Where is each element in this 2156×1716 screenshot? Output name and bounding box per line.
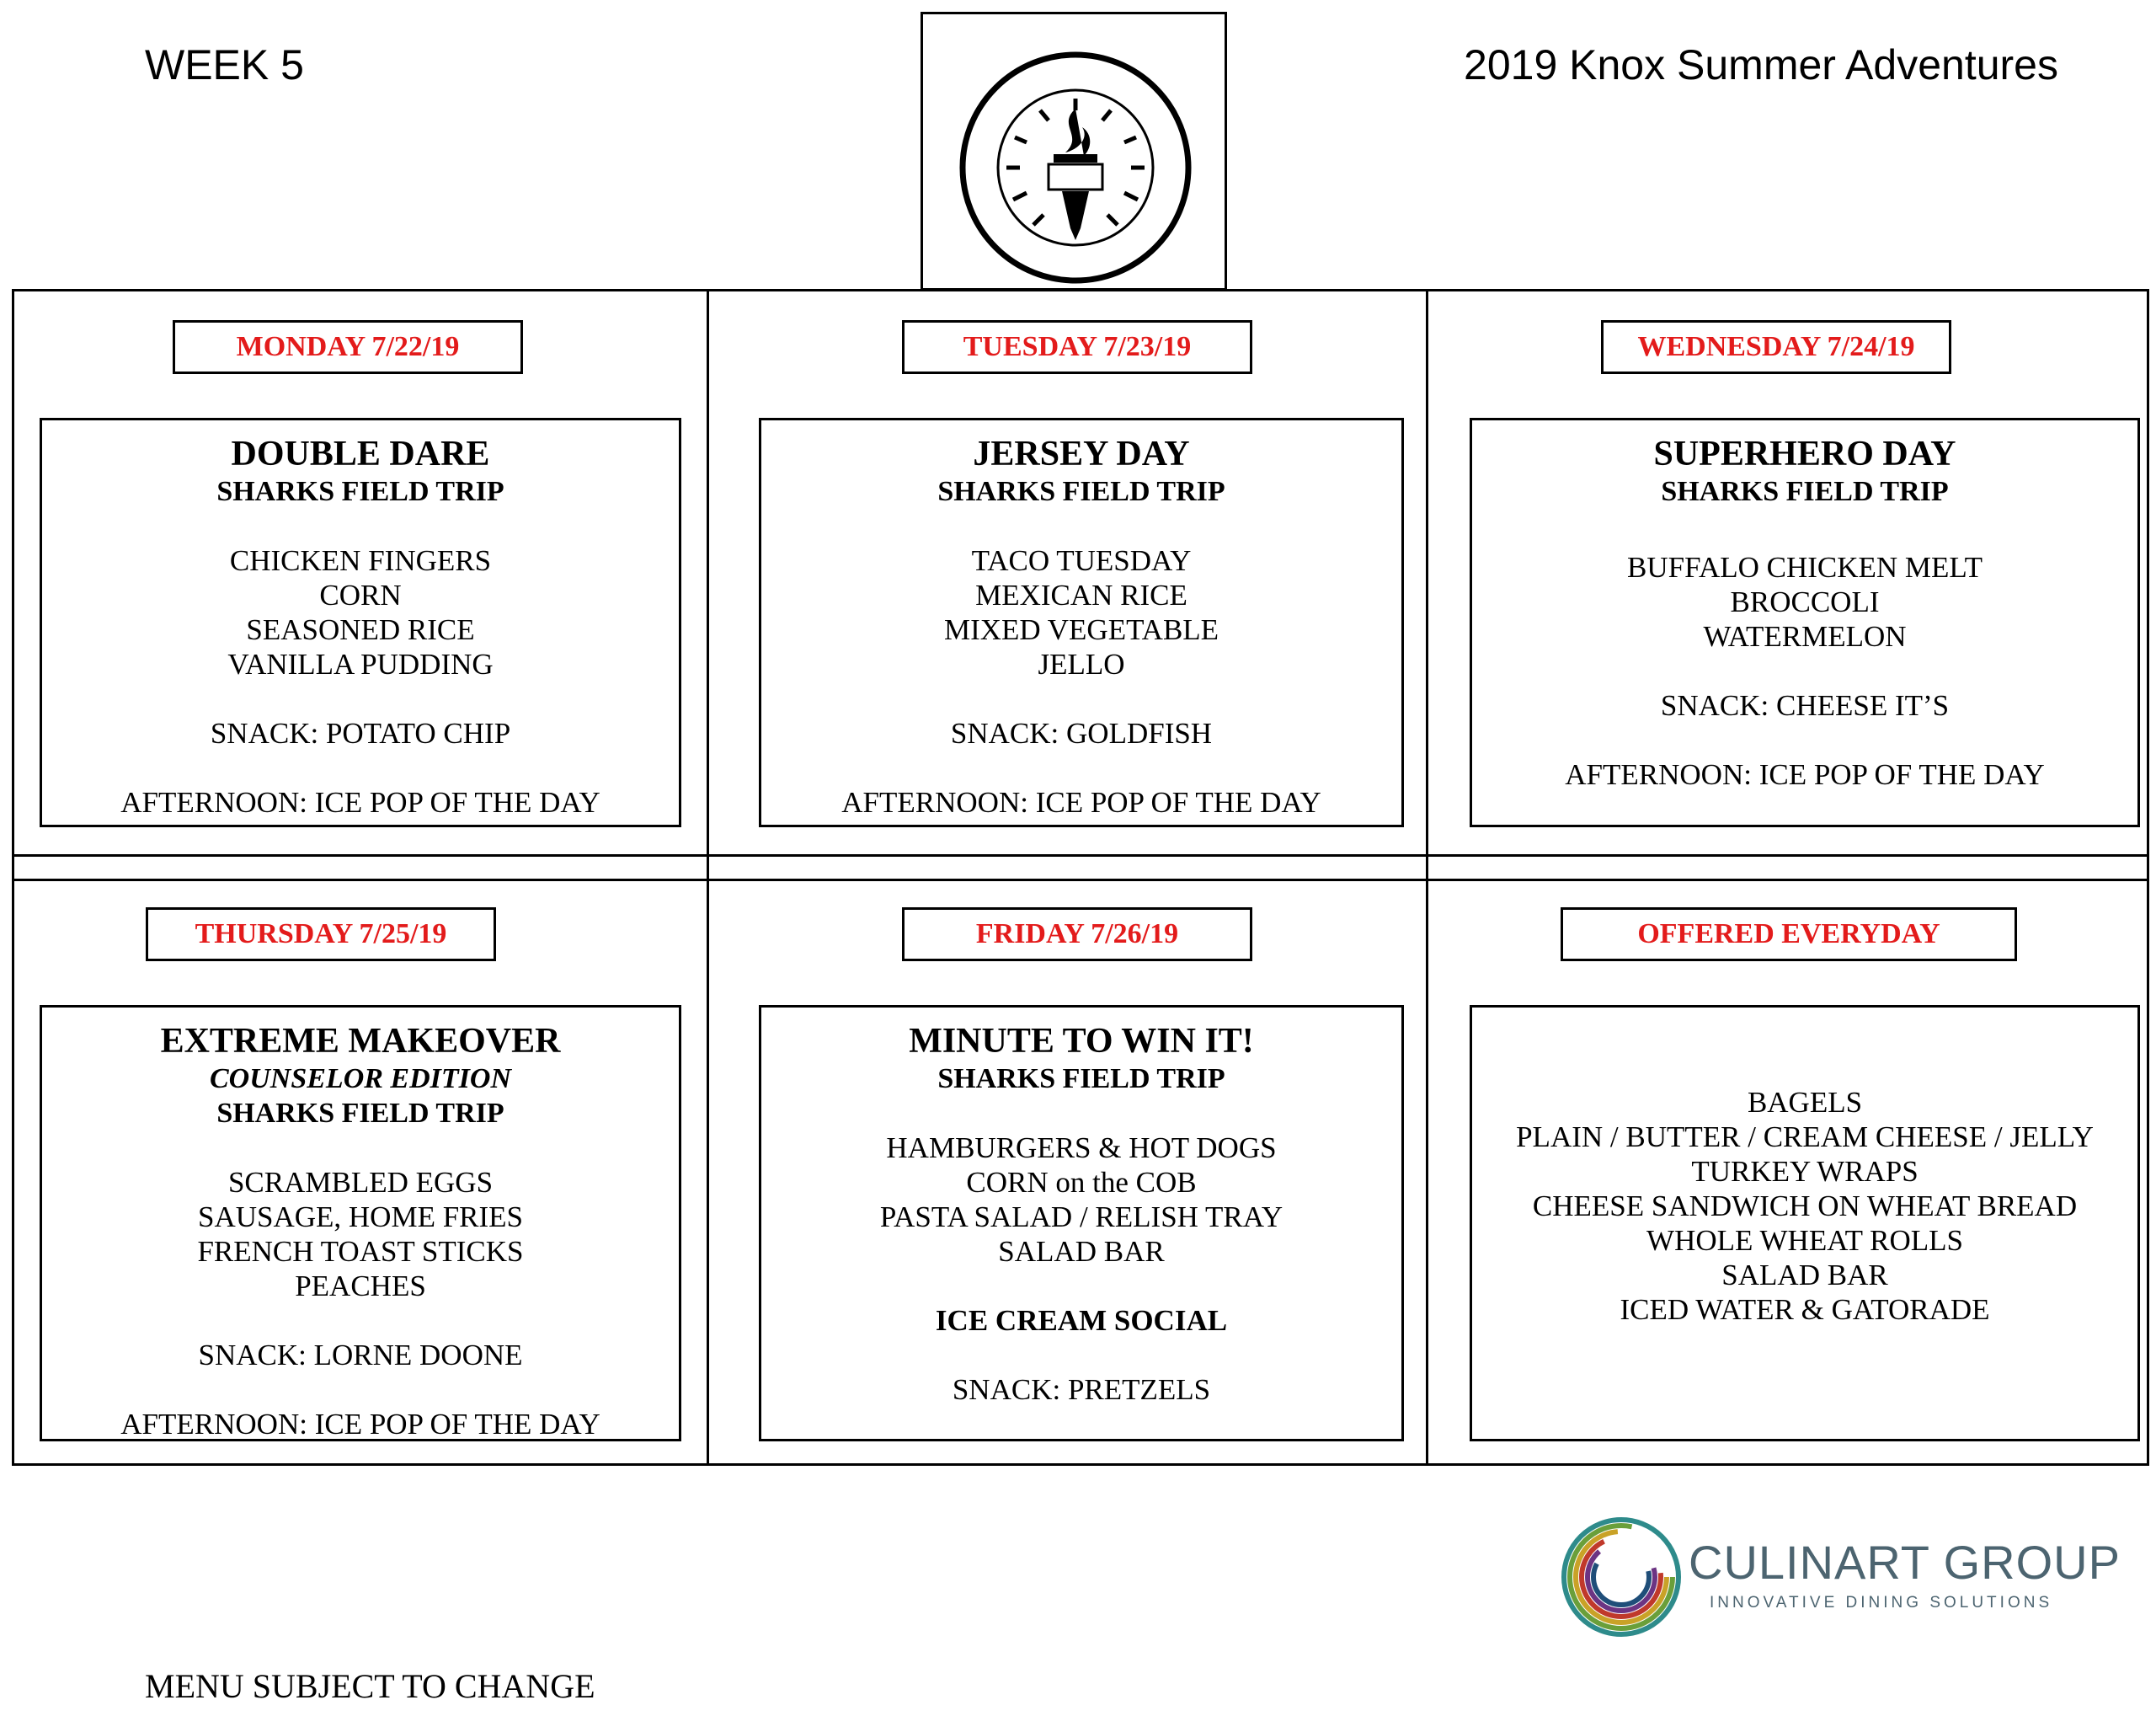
day-label: OFFERED EVERYDAY — [1561, 907, 2017, 961]
menu-item: TURKEY WRAPS — [1691, 1155, 1919, 1188]
menu-item: JELLO — [1038, 648, 1125, 681]
day-label: TUESDAY 7/23/19 — [902, 320, 1252, 374]
field-trip-note: SHARKS FIELD TRIP — [1661, 476, 1949, 507]
afternoon-treat: AFTERNOON: ICE POP OF THE DAY — [841, 786, 1321, 819]
friday-cell — [707, 879, 1426, 1466]
menu-item: ICED WATER & GATORADE — [1620, 1293, 1990, 1326]
theme-title: MINUTE TO WIN IT! — [909, 1022, 1254, 1061]
theme-title: SUPERHERO DAY — [1653, 435, 1956, 473]
special-event: ICE CREAM SOCIAL — [935, 1304, 1228, 1337]
theme-title: DOUBLE DARE — [231, 435, 490, 473]
menu-item: SALAD BAR — [998, 1235, 1165, 1268]
menu-box — [40, 1005, 681, 1441]
menu-box — [759, 418, 1404, 827]
day-label: WEDNESDAY 7/24/19 — [1601, 320, 1951, 374]
field-trip-note: SHARKS FIELD TRIP — [937, 476, 1225, 507]
field-trip-note: SHARKS FIELD TRIP — [216, 476, 504, 507]
menu-item: WHOLE WHEAT ROLLS — [1646, 1224, 1963, 1257]
snack: SNACK: PRETZELS — [952, 1373, 1211, 1406]
menu-item: MIXED VEGETABLE — [943, 613, 1219, 646]
day-label: FRIDAY 7/26/19 — [902, 907, 1252, 961]
everyday-cell — [1426, 879, 2147, 1466]
field-trip-note: SHARKS FIELD TRIP — [937, 1063, 1225, 1094]
menu-box — [1470, 1005, 2140, 1441]
menu-item: CORN — [319, 579, 402, 612]
snack: SNACK: GOLDFISH — [950, 717, 1213, 750]
day-label: THURSDAY 7/25/19 — [146, 907, 496, 961]
snack: SNACK: POTATO CHIP — [210, 717, 511, 750]
wednesday-cell — [1426, 291, 2147, 854]
afternoon-treat: AFTERNOON: ICE POP OF THE DAY — [1565, 758, 2045, 791]
caterer-name: CULINART GROUP — [1689, 1536, 2121, 1589]
school-seal-emblem — [958, 50, 1193, 286]
monday-cell — [14, 291, 707, 854]
afternoon-treat: AFTERNOON: ICE POP OF THE DAY — [120, 786, 600, 819]
snack: SNACK: CHEESE IT’S — [1660, 689, 1950, 722]
menu-item: VANILLA PUDDING — [227, 648, 494, 681]
menu-item: TACO TUESDAY — [971, 544, 1192, 577]
weekly-menu-grid — [12, 289, 2149, 1466]
menu-item: CORN on the COB — [966, 1166, 1197, 1199]
menu-item: HAMBURGERS & HOT DOGS — [886, 1131, 1277, 1164]
program-title: 2019 Knox Summer Adventures — [1464, 41, 2058, 88]
snack: SNACK: LORNE DOONE — [198, 1339, 523, 1371]
menu-item: FRENCH TOAST STICKS — [197, 1235, 524, 1268]
menu-item: CHICKEN FINGERS — [229, 544, 492, 577]
caterer-swirl-icon — [1558, 1514, 1684, 1640]
afternoon-treat: AFTERNOON: ICE POP OF THE DAY — [120, 1408, 600, 1441]
menu-item: PLAIN / BUTTER / CREAM CHEESE / JELLY — [1516, 1120, 2094, 1153]
menu-box — [1470, 418, 2140, 827]
menu-box — [759, 1005, 1404, 1441]
theme-edition: COUNSELOR EDITION — [210, 1063, 511, 1094]
tuesday-cell — [707, 291, 1426, 854]
menu-disclaimer: MENU SUBJECT TO CHANGE — [145, 1667, 595, 1705]
menu-item: PASTA SALAD / RELISH TRAY — [879, 1200, 1283, 1233]
field-trip-note: SHARKS FIELD TRIP — [216, 1098, 504, 1129]
caterer-tagline: INNOVATIVE DINING SOLUTIONS — [1710, 1594, 2053, 1612]
menu-item: SALAD BAR — [1721, 1259, 1888, 1291]
caterer-logo — [1558, 1514, 2121, 1640]
menu-item: MEXICAN RICE — [975, 579, 1187, 612]
menu-item: SEASONED RICE — [246, 613, 475, 646]
menu-item: PEACHES — [295, 1270, 426, 1302]
menu-item: WATERMELON — [1703, 620, 1907, 653]
menu-item: BUFFALO CHICKEN MELT — [1627, 551, 1983, 584]
menu-item: CHEESE SANDWICH ON WHEAT BREAD — [1532, 1189, 2078, 1222]
menu-box — [40, 418, 681, 827]
day-label: MONDAY 7/22/19 — [173, 320, 523, 374]
school-seal — [921, 12, 1227, 291]
thursday-cell — [14, 879, 707, 1466]
menu-item: BAGELS — [1747, 1086, 1863, 1119]
menu-item: BROCCOLI — [1730, 585, 1880, 618]
menu-item: SCRAMBLED EGGS — [227, 1166, 494, 1199]
theme-title: JERSEY DAY — [973, 435, 1190, 473]
row-divider — [14, 854, 2147, 857]
menu-item: SAUSAGE, HOME FRIES — [197, 1200, 524, 1233]
week-label: WEEK 5 — [145, 41, 304, 88]
theme-title: EXTREME MAKEOVER — [160, 1022, 561, 1061]
